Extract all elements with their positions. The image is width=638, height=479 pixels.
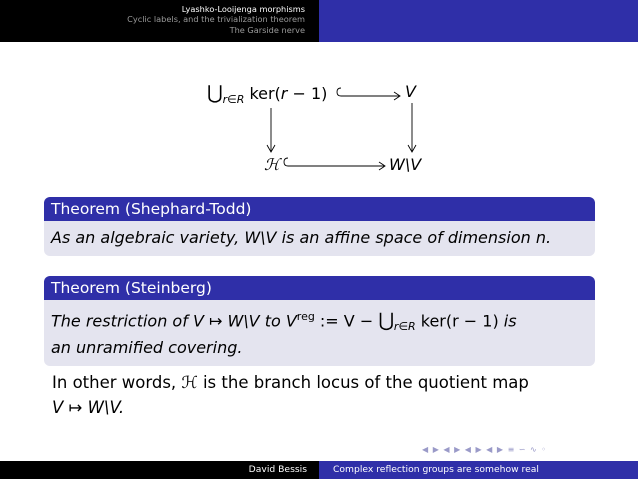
diagram-top-left: $⋃_{r\in R}$ ker(r − 1) <box>207 82 328 106</box>
theorem-steinberg <box>44 276 595 366</box>
diagram-bottom-left: ℋ <box>264 155 280 174</box>
footer-author: David Bessis <box>0 461 319 479</box>
paragraph-line-1: In other words, ℋ is the branch locus of the quotient map <box>52 373 529 392</box>
body-paragraph <box>52 370 592 420</box>
header-section-current[interactable]: Lyashko-Looijenga morphisms <box>181 4 305 14</box>
footer-title: Complex reflection groups are somehow real <box>319 461 638 479</box>
diagram-top-right: V <box>405 82 416 101</box>
theorem-title: Theorem (Shephard-Todd) <box>44 197 595 221</box>
theorem-title: Theorem (Steinberg) <box>44 276 595 300</box>
diagram-arrows <box>0 0 638 200</box>
theorem-body: The restriction of V ↦ W\V to $V^{reg}$ := $V - ⋃_{r\in R}$ ker(r − 1) is an unramified covering. <box>44 300 595 366</box>
paragraph-line-2: V ↦ W\V. <box>52 398 125 417</box>
hook-bottom <box>284 158 288 166</box>
beamer-nav-controls[interactable]: ◀ ▶ ◀ ▶ ◀ ▶ ◀ ▶ ≡ ∽ ∿ ◦ <box>422 445 548 454</box>
diagram-bottom-right: W\V <box>389 155 422 174</box>
hook-top <box>337 88 341 96</box>
theorem-shephard-todd <box>44 197 595 256</box>
header-section-2[interactable]: Cyclic labels, and the trivialization theorem <box>127 14 305 25</box>
theorem-body: As an algebraic variety, W\V is an affine space of dimension n. <box>44 221 595 256</box>
commutative-diagram <box>0 0 638 200</box>
header-section-3[interactable]: The Garside nerve <box>229 24 305 35</box>
